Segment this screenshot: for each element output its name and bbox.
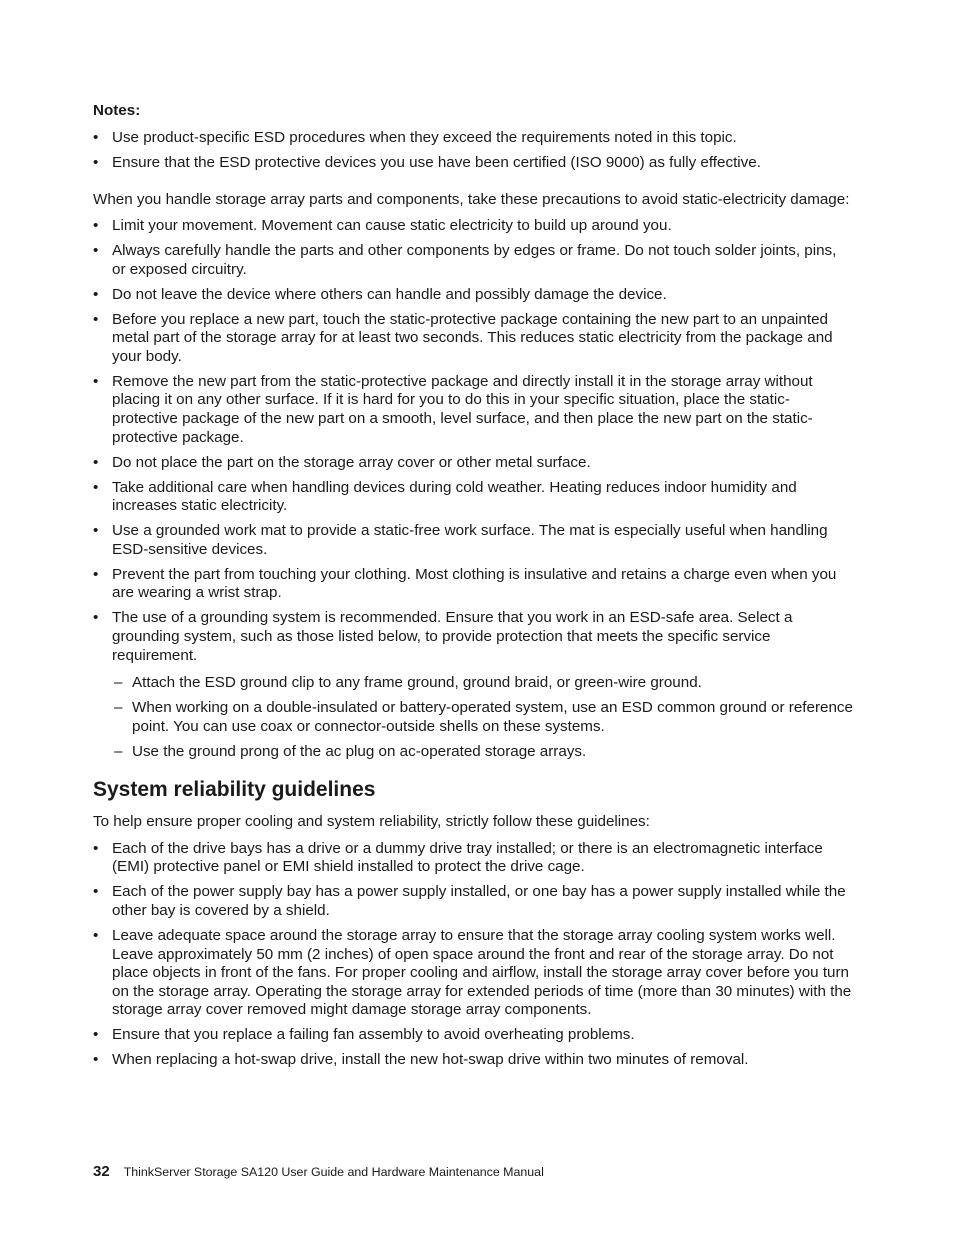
section-heading: System reliability guidelines bbox=[93, 778, 376, 802]
list-item: • Always carefully handle the parts and other components by edges or frame. Do not touch solder joints, pins, or exposed circuitry. bbox=[93, 242, 853, 279]
list-item: • Each of the power supply bay has a power supply installed, or one bay has a power supply installed while the other bay is covered by a shield. bbox=[93, 883, 853, 920]
list-item-grounding bbox=[93, 609, 853, 761]
manual-title: ThinkServer Storage SA120 User Guide and Hardware Maintenance Manual bbox=[123, 1165, 544, 1179]
page-number: 32 bbox=[93, 1163, 110, 1180]
sub-list-item: – Use the ground prong of the ac plug on ac-operated storage arrays. bbox=[112, 743, 853, 762]
list-item: • Each of the drive bays has a drive or a dummy drive tray installed; or there is an electromagnetic interface (EMI) protective panel or EMI shield installed to protect the drive cage. bbox=[93, 840, 853, 877]
list-item: • Ensure that the ESD protective devices you use have been certified (ISO 9000) as fully effective. bbox=[93, 154, 853, 173]
notes-list bbox=[93, 129, 853, 173]
list-item: • Use product-specific ESD procedures when they exceed the requirements noted in this topic. bbox=[93, 129, 853, 148]
page-footer bbox=[93, 1163, 544, 1181]
precautions-intro: When you handle storage array parts and components, take these precautions to avoid static-electricity damage: bbox=[93, 190, 850, 208]
list-item: • Remove the new part from the static-protective package and directly install it in the storage array without placing it on any other surface. If it is hard for you to do this in your specific situation, place the static-protective package of the new part on a smooth, level surface, and then place the new part on the static-protective package. bbox=[93, 373, 853, 447]
reliability-list bbox=[93, 840, 853, 1070]
list-item: • Before you replace a new part, touch the static-protective package containing the new part to an unpainted metal part of the storage array for at least two seconds. This reduces static electricity from the package and your body. bbox=[93, 311, 853, 367]
list-item: • Prevent the part from touching your clothing. Most clothing is insulative and retains a charge even when you are wearing a wrist strap. bbox=[93, 566, 853, 603]
list-item: • Do not leave the device where others can handle and possibly damage the device. bbox=[93, 286, 853, 305]
list-item: • Ensure that you replace a failing fan assembly to avoid overheating problems. bbox=[93, 1026, 853, 1045]
sub-list-item: – When working on a double-insulated or battery-operated system, use an ESD common ground or reference point. You can use coax or connector-outside shells on these systems. bbox=[112, 699, 853, 736]
sub-list-item: – Attach the ESD ground clip to any frame ground, ground braid, or green-wire ground. bbox=[112, 674, 853, 693]
reliability-intro: To help ensure proper cooling and system reliability, strictly follow these guidelines: bbox=[93, 813, 650, 831]
precautions-list bbox=[93, 217, 853, 761]
page-content bbox=[93, 102, 853, 1076]
list-item: • Do not place the part on the storage array cover or other metal surface. bbox=[93, 454, 853, 473]
list-item: • Leave adequate space around the storage array to ensure that the storage array cooling system works well. Leave approximately 50 mm (2 inches) of open space around the front and rear of the storage array. Do not place objects in front of the fans. For proper cooling and airflow, install the storage array cover before you turn on the storage array. Operating the storage array for extended periods of time (more than 30 minutes) with the storage array cover removed might damage storage array components. bbox=[93, 927, 853, 1020]
list-item: • When replacing a hot-swap drive, install the new hot-swap drive within two minutes of removal. bbox=[93, 1051, 853, 1070]
list-item: • Use a grounded work mat to provide a static-free work surface. The mat is especially useful when handling ESD-sensitive devices. bbox=[93, 522, 853, 559]
list-item: • Limit your movement. Movement can cause static electricity to build up around you. bbox=[93, 217, 853, 236]
grounding-text: The use of a grounding system is recommended. Ensure that you work in an ESD-safe area. Select a grounding system, such as those listed below, to provide protection that meets the specific service requirement. bbox=[112, 609, 793, 664]
notes-label: Notes: bbox=[93, 102, 141, 119]
list-item: • Take additional care when handling devices during cold weather. Heating reduces indoor humidity and increases static electricity. bbox=[93, 479, 853, 516]
grounding-sub-list bbox=[112, 674, 853, 761]
